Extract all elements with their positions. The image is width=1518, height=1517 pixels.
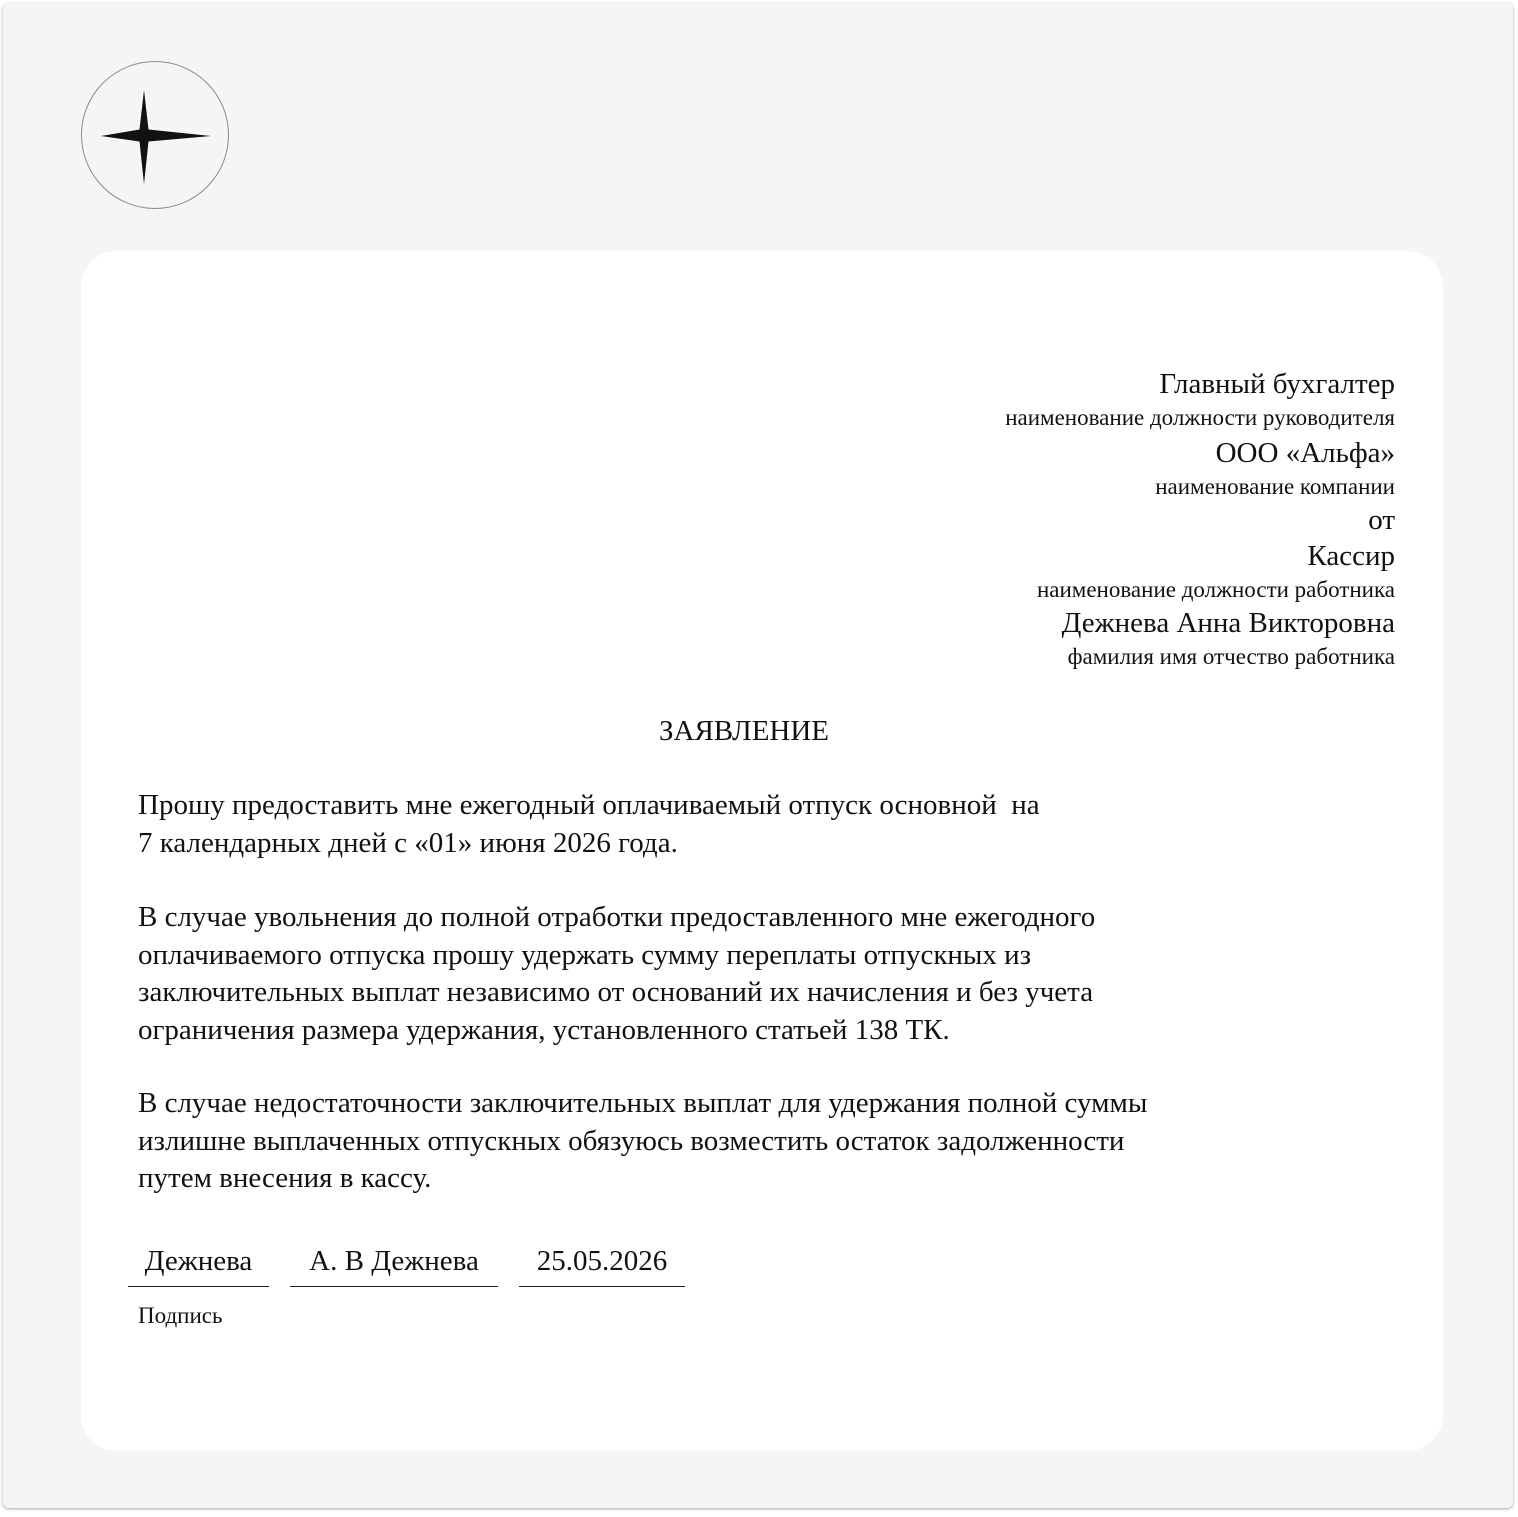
logo [81, 61, 229, 209]
signature-field: Дежнева [128, 1241, 269, 1287]
paragraph-line: 7 календарных дней с «01» июня 2026 года. [138, 826, 678, 859]
paragraph-line: В случае увольнения до полной отработки предоставленного мне ежегодного [138, 901, 1096, 933]
recipient-position-caption: наименование должности руководителя [1005, 405, 1395, 430]
document-title: ЗАЯВЛЕНИЕ [658, 715, 830, 747]
employee-position: Кассир [1307, 540, 1395, 572]
document-card [81, 251, 1443, 1451]
paragraph-obligation [138, 1085, 1338, 1198]
page-background [3, 3, 1513, 1508]
paragraph-line: заключительных выплат независимо от оснований их начисления и без учета [138, 976, 1094, 1008]
paragraph-line: ограничения размера удержания, установленного статьей 138 ТК. [138, 1013, 950, 1046]
employee-name: Дежнева Анна Викторовна [1061, 607, 1395, 639]
name-field: А. В Дежнева [290, 1241, 498, 1287]
company-caption: наименование компании [1155, 474, 1395, 499]
company-name: ООО «Альфа» [1215, 437, 1395, 469]
addressee-block [695, 366, 1395, 672]
paragraph-line: излишне выплаченных отпускных обязуюсь возместить остаток задолженности [138, 1124, 1125, 1157]
four-point-star-icon [82, 62, 230, 210]
paragraph-line: путем внесения в кассу. [138, 1162, 432, 1194]
from-label: от [1368, 504, 1395, 536]
signature-caption: Подпись [138, 1303, 223, 1328]
employee-name-caption: фамилия имя отчество работника [1067, 644, 1395, 669]
paragraph-line: оплачиваемого отпуска прошу удержать сумму переплаты отпускных из [138, 938, 1032, 971]
paragraph-line: В случае недостаточности заключительных выплат для удержания полной суммы [138, 1087, 1148, 1119]
paragraph-deduction [138, 899, 1338, 1049]
recipient-position: Главный бухгалтер [1159, 368, 1395, 400]
paragraph-line: Прошу предоставить мне ежегодный оплачиваемый отпуск основной на [138, 789, 1040, 821]
employee-position-caption: наименование должности работника [1036, 577, 1395, 602]
paragraph-request [138, 787, 1338, 862]
date-field: 25.05.2026 [519, 1241, 685, 1287]
